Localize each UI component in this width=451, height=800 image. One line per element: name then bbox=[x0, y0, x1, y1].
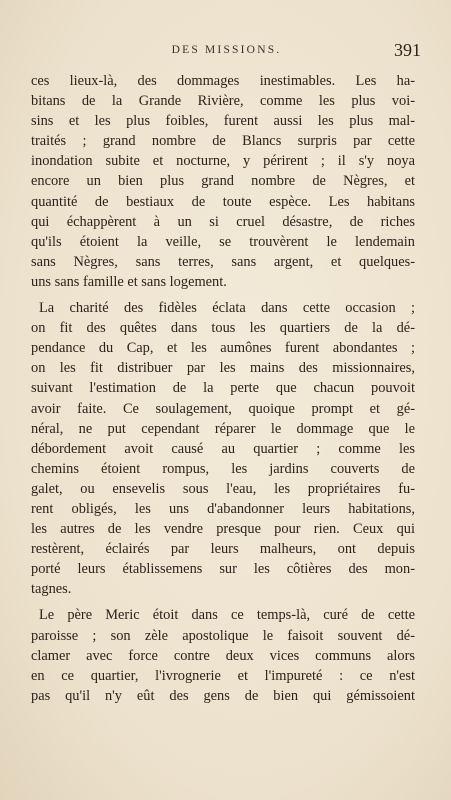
text-line: débordement avoit causé au quartier ; comme les bbox=[31, 440, 415, 457]
text-line: traités ; grand nombre de Blancs surpris par cette bbox=[31, 133, 415, 150]
text-line: en ce quartier, l'ivrognerie et l'impureté : ce n'est bbox=[31, 667, 415, 684]
text-line: encore un bien plus grand nombre de Nègres, et bbox=[31, 173, 415, 190]
page-header bbox=[32, 40, 421, 64]
body-text bbox=[31, 71, 415, 706]
text-line: sins et les plus foibles, furent aussi les plus mal- bbox=[31, 113, 415, 130]
text-line: quantité de bestiaux de toute espèce. Les habitans bbox=[31, 193, 415, 210]
text-line: pas qu'il n'y eût des gens de bien qui gémissoient bbox=[31, 687, 415, 704]
text-line: galet, ou ensevelis sous l'eau, les propriétaires fu- bbox=[31, 480, 415, 497]
text-line: uns sans famille et sans logement. bbox=[31, 273, 227, 290]
running-head: DES MISSIONS. bbox=[171, 44, 282, 56]
text-line: clamer avec force contre deux vices communs alors bbox=[31, 647, 415, 664]
text-line: porté leurs établissemens sur les côtières des mon- bbox=[31, 561, 415, 578]
text-line: qui échappèrent à un si cruel désastre, de riches bbox=[31, 213, 415, 230]
paragraph bbox=[31, 605, 415, 705]
text-line: paroisse ; son zèle apostolique le faisoit souvent dé- bbox=[31, 627, 415, 644]
text-line: suivant l'estimation de la perte que chacun pouvoit bbox=[31, 380, 415, 397]
text-line: rent obligés, les uns d'abandonner leurs habitations, bbox=[31, 500, 415, 517]
text-line: inondation subite et nocturne, y périrent ; il s'y noya bbox=[31, 153, 415, 170]
text-line: les autres de les vendre presque pour rien. Ceux qui bbox=[31, 521, 415, 538]
text-line: tagnes. bbox=[31, 581, 72, 598]
text-line: sans Nègres, sans terres, sans argent, et quelques- bbox=[31, 253, 415, 270]
text-line: bitans de la Grande Rivière, comme les plus voi- bbox=[31, 93, 415, 110]
text-line: on les fit distribuer par les mains des missionnaires, bbox=[31, 360, 415, 377]
paragraph bbox=[31, 71, 415, 292]
text-line: ces lieux-là, des dommages inestimables. Les ha- bbox=[31, 73, 415, 89]
text-line: restèrent, éclairés par leurs malheurs, ont depuis bbox=[31, 541, 415, 558]
text-line: pendance du Cap, et les aumônes furent abondantes ; bbox=[31, 340, 415, 357]
text-line: chemins étoient rompus, les jardins couverts de bbox=[31, 460, 415, 477]
text-line: qu'ils étoient la veille, se trouvèrent le lendemain bbox=[31, 233, 415, 250]
text-line: néral, ne put cependant réparer le dommage que le bbox=[31, 420, 415, 437]
paragraph bbox=[31, 298, 415, 599]
text-line: Le père Meric étoit dans ce temps-là, curé de cette bbox=[39, 607, 415, 624]
text-line: on fit des quêtes dans tous les quartiers de la dé- bbox=[31, 320, 415, 337]
text-line: La charité des fidèles éclata dans cette occasion ; bbox=[39, 300, 415, 317]
page-number: 391 bbox=[394, 40, 421, 60]
text-line: avoir faite. Ce soulagement, quoique prompt et gé- bbox=[31, 400, 415, 417]
